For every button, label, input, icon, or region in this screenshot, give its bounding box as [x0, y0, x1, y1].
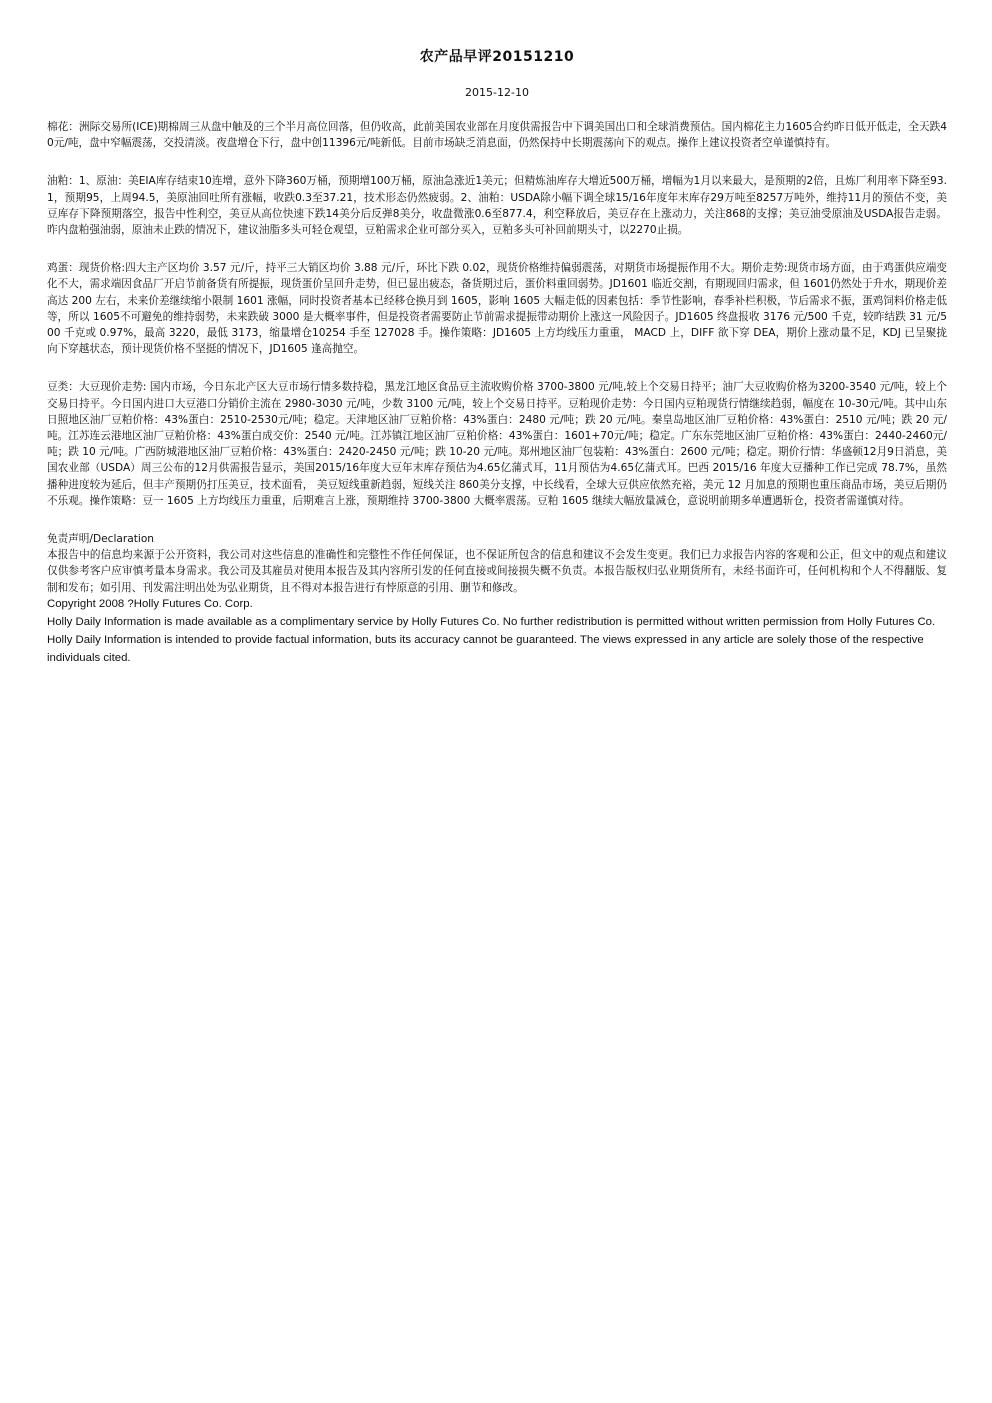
section-oils: 油粕：1、原油：美EIA库存结束10连增，意外下降360万桶，预期增100万桶，原油急涨近1美元；但精炼油库存大增近500万桶，增幅为1月以来最大，是预期的2倍，且炼厂利用率下降至93.1，预期95，上周94.5，美原油回吐所有涨幅，收跌0.3至37.21，技术形态仍然疲弱。2、油粕：USDA除小幅下调全球15/16年度年末库存29万吨至8257万吨外，维持11月的预估不变，美豆库存下降预期落空，报告中性利空，美豆从高位快速下跌14美分后反弹8美分，收盘微涨0.6至877.4，利空释放后，美豆存在上涨动力，关注868的支撑；美豆油受原油及USDA报告走弱。昨内盘粕强油弱，原油未止跌的情况下，建议油脂多头可轻仓观望，豆粕需求企业可部分买入，豆粕多头可补回前期头寸，以2270止损。 [47, 175, 947, 237]
document-date: 2015-12-10 [465, 86, 529, 99]
disclaimer-body-en: Holly Daily Information is made available as a complimentary service by Holly Futures Co. No further redistribution is permitted without written permission from Holly Futures Co. Holly Daily Information is intended to provide factual information, buts its accuracy cannot be guaranteed. The views expressed in any article are solely those of the respective individuals cited. [47, 615, 936, 664]
disclaimer-body-cn: 本报告中的信息均来源于公开资料，我公司对这些信息的准确性和完整性不作任何保证，也不保证所包含的信息和建议不会发生变更。我们已力求报告内容的客观和公正，但文中的观点和建议仅供参考客户应审慎考量本身需求。我公司及其雇员对使用本报告及其内容所引发的任何直接或间接损失概不负责。本报告版权归弘业期货所有，未经书面许可，任何机构和个人不得翻版、复制和发布；如引用、刊发需注明出处为弘业期货，且不得对本报告进行有悖原意的引用、删节和修改。 [47, 549, 947, 594]
document-title: 农产品早评20151210 [419, 49, 575, 65]
section-cotton: 棉花：洲际交易所(ICE)期棉周三从盘中触及的三个半月高位回落，但仍收高，此前美国农业部在月度供需报告中下调美国出口和全球消费预估。国内棉花主力1605合约昨日低开低走，全天跌40元/吨，盘中窄幅震荡，交投清淡。夜盘增仓下行，盘中创11396元/吨新低。目前市场缺乏消息面，仍然保持中长期震荡向下的观点。操作上建议投资者空单谨慎持有。 [47, 121, 947, 150]
document-page [47, 0, 947, 667]
disclaimer-heading: 免责声明/Declaration [47, 533, 155, 546]
copyright-line: Copyright 2008 ?Holly Futures Co. Corp. [47, 597, 253, 610]
disclaimer [47, 531, 947, 667]
section-eggs: 鸡蛋：现货价格:四大主产区均价 3.57 元/斤，持平三大销区均价 3.88 元/斤，环比下跌 0.02，现货价格维持偏弱震荡，对期货市场提振作用不大。期价走势:现货市场方面，由于鸡蛋供应端变化不大，需求端因食品厂开启节前备货有所提振，现货蛋价呈回升走势，但已显出疲态，备货期过后，蛋价料重回弱势。JD1601 临近交割，有期现回归需求，但 1601仍然处于升水，期现价差高达 200 左右，未来价差继续缩小限制 1601 涨幅，同时投资者基本已经移仓换月到 1605，影响 1605 大幅走低的因素包括：季节性影响，春季补栏积极，节后需求不振，蛋鸡饲料价格走低等，所以 1605不可避免的维持弱势，未来跌破 3000 是大概率事件，但是投资者需要防止节前需求提振带动期价上涨这一风险因子。JD1605 终盘报收 3176 元/500 千克，较昨结跌 31 元/500 千克或 0.97%，最高 3220，最低 3173，缩量增仓10254 手至 127028 手。操作策略：JD1605 上方均线压力重重， MACD 上，DIFF 欲下穿 DEA，期价上涨动量不足，KDJ 已呈聚拢向下穿越状态，预计现货价格不坚挺的情况下，JD1605 逢高抛空。 [47, 262, 947, 356]
section-beans: 豆类：大豆现价走势: 国内市场，今日东北产区大豆市场行情多数持稳，黑龙江地区食品豆主流收购价格 3700-3800 元/吨,较上个交易日持平；油厂大豆收购价格为3200-3540 元/吨，较上个交易日持平。今日国内进口大豆港口分销价主流在 2980-3030 元/吨，少数 3100 元/吨，较上个交易日持平。豆粕现价走势：今日国内豆粕现货行情继续趋弱，幅度在 10-30元/吨。其中山东日照地区油厂豆粕价格：43%蛋白：2510-2530元/吨；稳定。天津地区油厂豆粕价格：43%蛋白：2480 元/吨；跌 20 元/吨。秦皇岛地区油厂豆粕价格：43%蛋白：2510 元/吨；跌 20 元/吨。江苏连云港地区油厂豆粕价格：43%蛋白成交价：2540 元/吨。江苏镇江地区油厂豆粕价格：43%蛋白：1601+70元/吨；稳定。广东东莞地区油厂豆粕价格：43%蛋白：2440-2460元/吨；跌 10 元/吨。广西防城港地区油厂豆粕价格：43%蛋白：2420-2450 元/吨；跌 10-20 元/吨。郑州地区油厂包装粕：43%蛋白：2600 元/吨；稳定。期价行情：华盛顿12月9日消息，美国农业部（USDA）周三公布的12月供需报告显示，美国2015/16年度大豆年末库存预估为4.65亿蒲式耳，11月预估为4.65亿蒲式耳。巴西 2015/16 年度大豆播种工作已完成 78.7%，虽然播种进度较为延后，但丰产预期仍打压美豆，技术面看， 美豆短线重新趋弱，短线关注 860美分支撑，中长线看，全球大豆供应依然充裕，美元 12 月加息的预期也重压商品市场，美豆后期仍不乐观。操作策略：豆一 1605 上方均线压力重重，后期难言上涨，预期维持 3700-3800 大概率震荡。豆粕 1605 继续大幅放量减仓，意说明前期多单遭遇斩仓，投资者需谨慎对待。 [47, 381, 947, 507]
